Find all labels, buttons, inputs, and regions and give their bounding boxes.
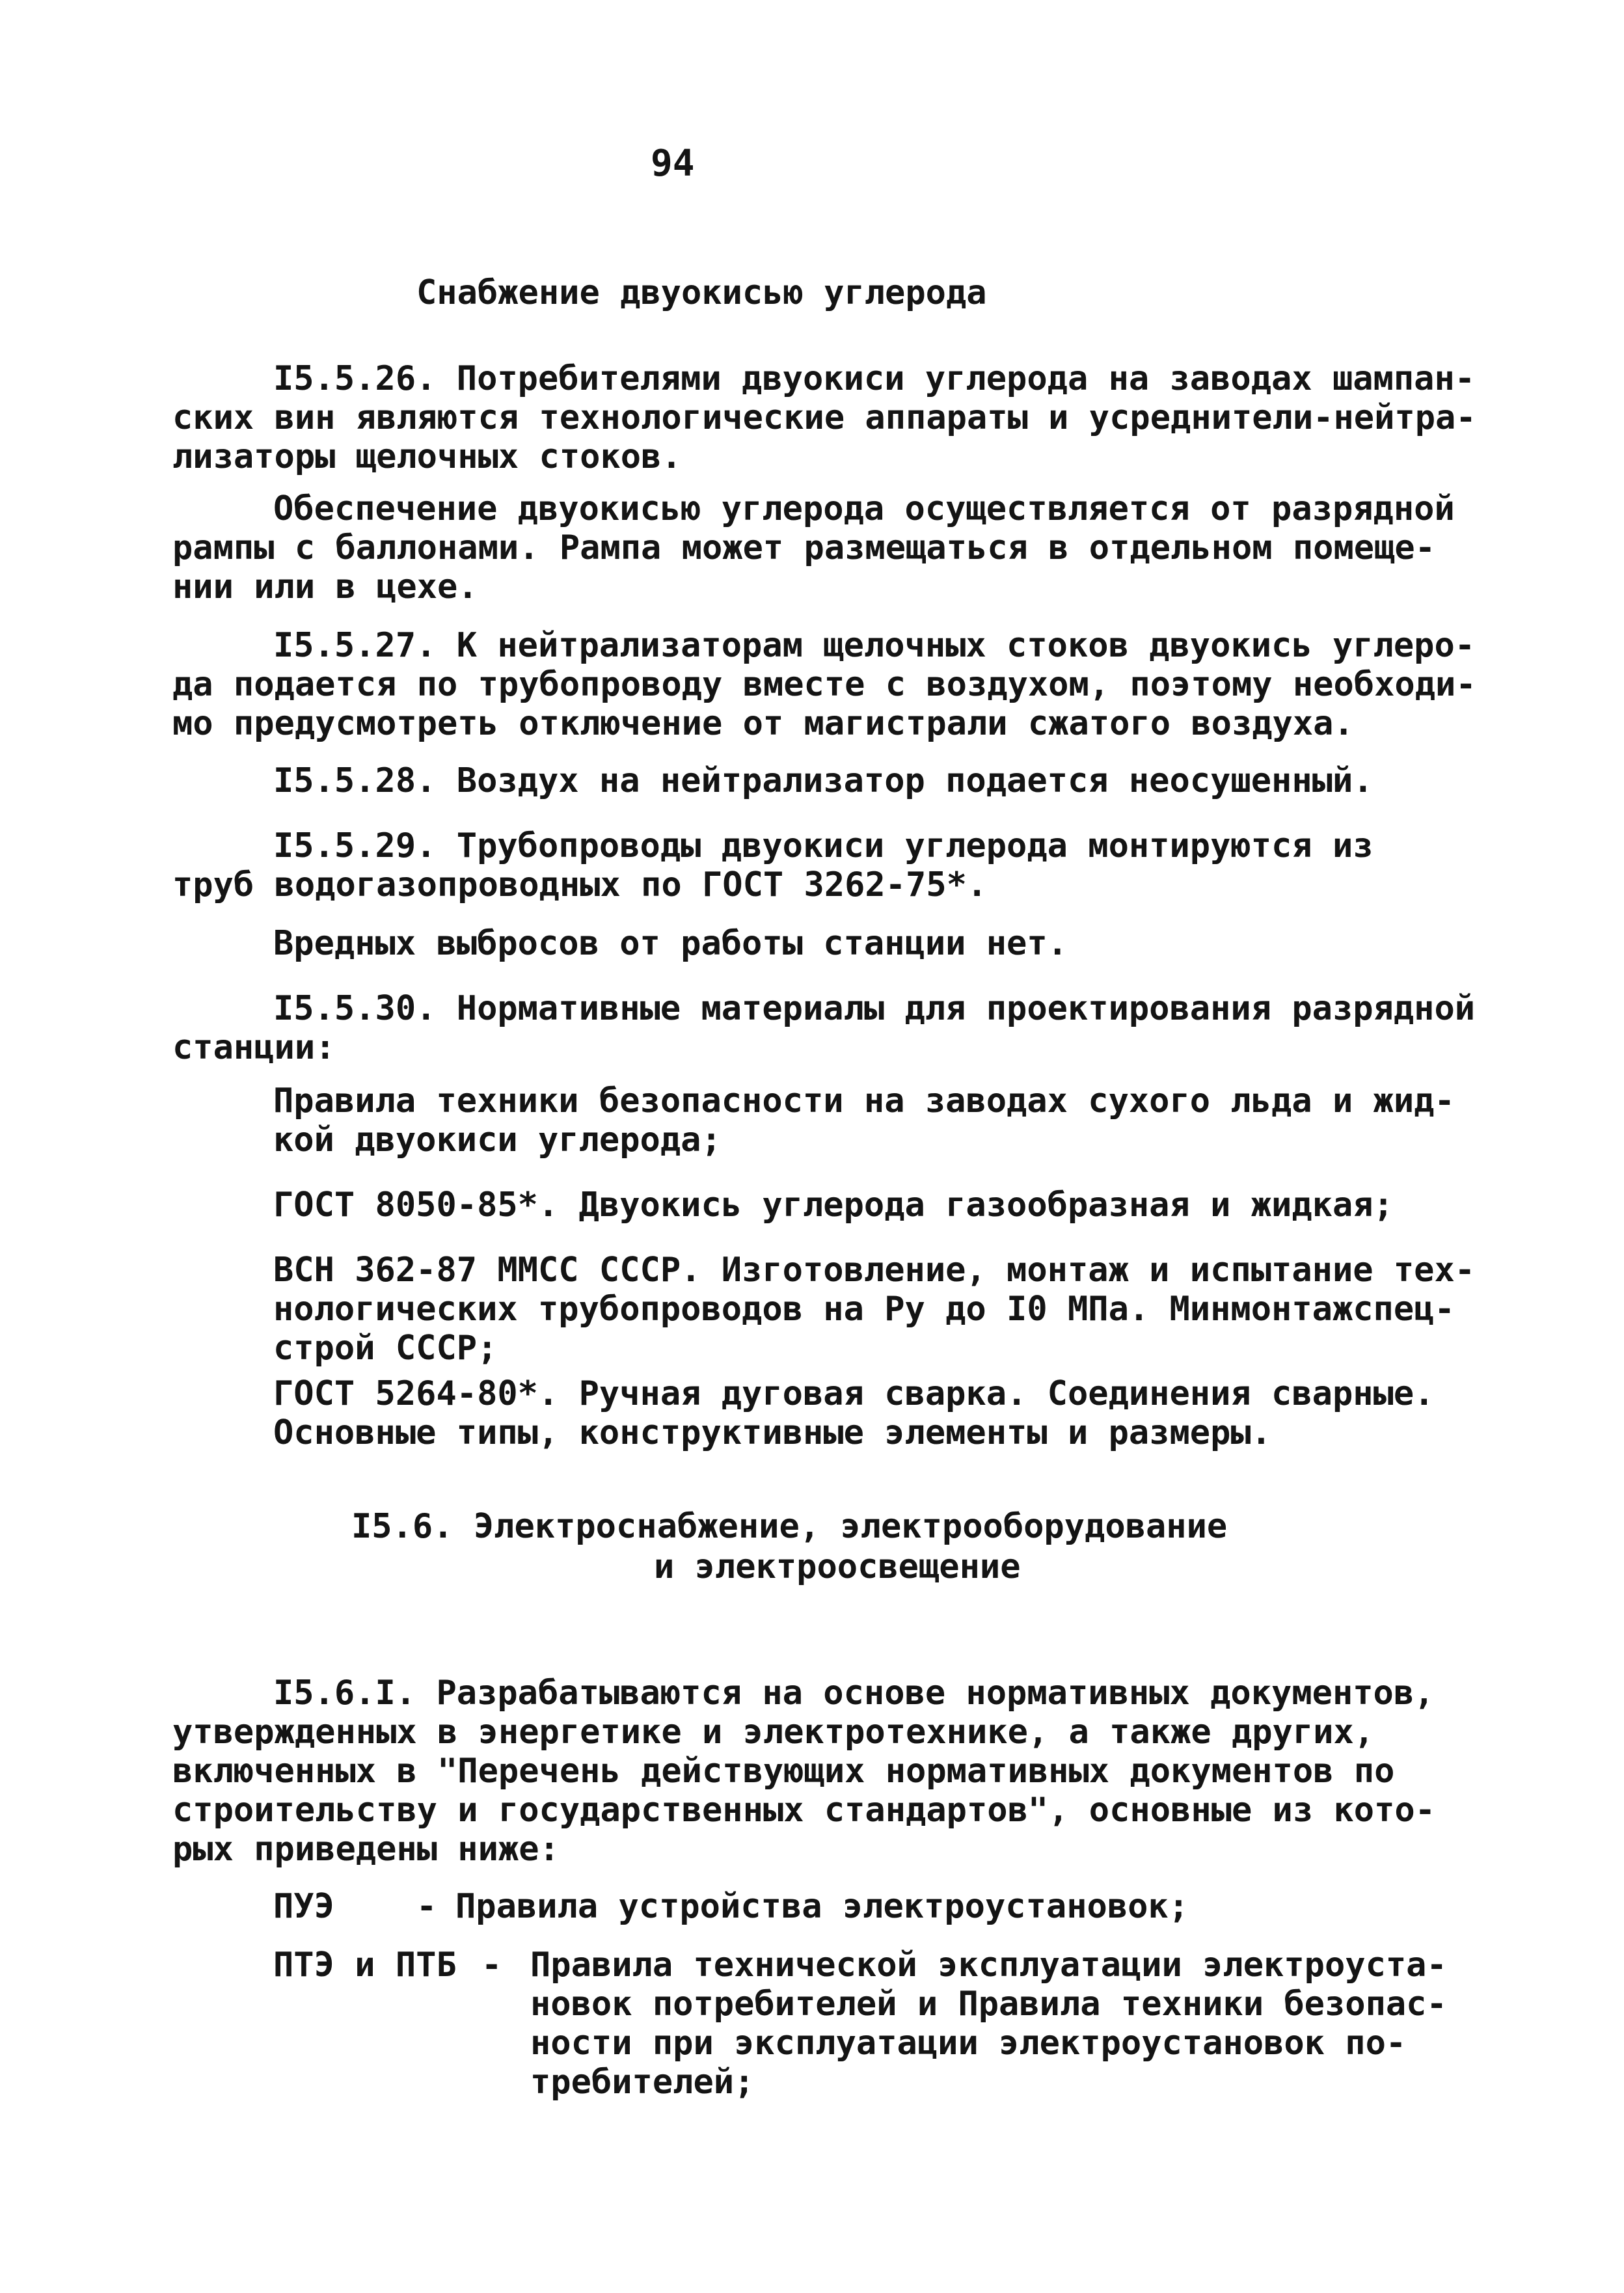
- paragraph-supply-line-3: нии или в цехе.: [172, 567, 478, 606]
- reference-gost-5264-line-2: Основные типы, конструктивные элементы и размеры.: [273, 1413, 1272, 1452]
- paragraph-supply-line-2: рампы с баллонами. Рампа может размещаться в отдельном помеще-: [172, 528, 1436, 567]
- paragraph-15-5-26-line-3: лизаторы щелочных стоков.: [172, 437, 682, 476]
- paragraph-15-6-1-line-2: утвержденных в энергетике и электротехнике, а также других,: [172, 1713, 1375, 1752]
- paragraph-15-6-1-line-1: I5.6.I. Разрабатываются на основе нормативных документов,: [273, 1674, 1435, 1713]
- paragraph-15-5-27-line-2: да подается по трубопроводу вместе с воздухом, поэтому необходи-: [172, 665, 1476, 704]
- page-number: 94: [651, 142, 695, 185]
- reference-vsn-362-line-1: ВСН 362-87 ММСС СССР. Изготовление, монтаж и испытание тех-: [273, 1251, 1476, 1290]
- reference-vsn-362-line-2: нологических трубопроводов на Ру до I0 МПа. Минмонтажспец-: [273, 1290, 1455, 1329]
- abbreviation-definition-line-4: требителей;: [530, 2063, 755, 2102]
- paragraph-15-6-1-line-5: рых приведены ниже:: [172, 1830, 560, 1869]
- abbreviation-dash: -: [481, 1946, 502, 1985]
- section-title: Снабжение двуокисью углерода: [416, 273, 987, 312]
- paragraph-15-6-1-line-4: строительству и государственных стандартов", основные из кото-: [172, 1791, 1436, 1830]
- reference-gost-8050: ГОСТ 8050-85*. Двуокись углерода газообразная и жидкая;: [273, 1186, 1394, 1225]
- abbreviation-term: ПУЭ: [273, 1887, 334, 1926]
- paragraph-15-5-29-line-1: I5.5.29. Трубопроводы двуокиси углерода монтируются из: [273, 826, 1374, 865]
- paragraph-15-5-26-line-2: ских вин являются технологические аппараты и усреднители-нейтра-: [172, 398, 1476, 437]
- reference-vsn-362-line-3: строй СССР;: [273, 1329, 498, 1368]
- paragraph-supply-line-1: Обеспечение двуокисью углерода осуществляется от разрядной: [273, 489, 1455, 528]
- paragraph-15-5-26-line-1: I5.5.26. Потребителями двуокиси углерода на заводах шампан-: [273, 359, 1476, 398]
- reference-gost-5264-line-1: ГОСТ 5264-80*. Ручная дуговая сварка. Соединения сварные.: [273, 1374, 1435, 1413]
- paragraph-15-5-30-line-2: станции:: [172, 1028, 336, 1067]
- section2-title-line-2: и электроосвещение: [654, 1547, 1021, 1586]
- paragraph-15-5-30-line-1: I5.5.30. Нормативные материалы для проектирования разрядной: [273, 989, 1476, 1028]
- abbreviation-definition-line-1: Правила технической эксплуатации электроуста-: [530, 1946, 1447, 1985]
- section2-title-line-1: I5.6. Электроснабжение, электрооборудование: [351, 1507, 1228, 1546]
- paragraph-15-5-28: I5.5.28. Воздух на нейтрализатор подается неосушенный.: [273, 761, 1374, 800]
- paragraph-15-5-27-line-1: I5.5.27. К нейтрализаторам щелочных стоков двуокись углеро-: [273, 626, 1476, 665]
- abbreviation-definition: Правила устройства электроустановок;: [455, 1887, 1189, 1926]
- abbreviation-definition-line-2: новок потребителей и Правила техники безопас-: [530, 1985, 1447, 2024]
- paragraph-15-5-29-line-2: труб водогазопроводных по ГОСТ 3262-75*.: [172, 865, 988, 904]
- abbreviation-term: ПТЭ и ПТБ: [273, 1946, 457, 1985]
- paragraph-15-5-27-line-3: мо предусмотреть отключение от магистрали сжатого воздуха.: [172, 704, 1354, 743]
- paragraph-15-6-1-line-3: включенных в "Перечень действующих нормативных документов по: [172, 1752, 1395, 1791]
- abbreviation-dash: -: [416, 1887, 437, 1926]
- abbreviation-definition-line-3: ности при эксплуатации электроустановок по-: [530, 2024, 1407, 2063]
- paragraph-emissions: Вредных выбросов от работы станции нет.: [273, 924, 1068, 963]
- reference-safety-rules-line-1: Правила техники безопасности на заводах сухого льда и жид-: [273, 1081, 1455, 1120]
- reference-safety-rules-line-2: кой двуокиси углерода;: [273, 1120, 722, 1160]
